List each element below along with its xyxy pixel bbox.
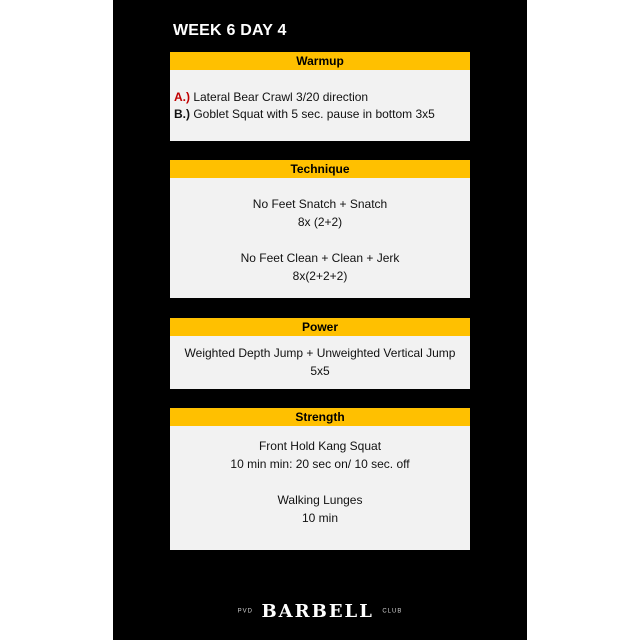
logo-suffix: CLUB xyxy=(382,608,403,615)
warmup-item-b xyxy=(174,106,470,123)
power-line-1: Weighted Depth Jump + Unweighted Vertical Jump xyxy=(184,346,456,360)
power-header: Power xyxy=(170,318,470,336)
logo-prefix: PVD xyxy=(237,608,254,615)
technique-body xyxy=(170,178,470,285)
power-body xyxy=(170,336,470,380)
warmup-header: Warmup xyxy=(170,52,470,70)
power-card xyxy=(170,318,470,389)
warmup-text-a: Lateral Bear Crawl 3/20 direction xyxy=(190,90,369,104)
technique-spacer xyxy=(170,231,470,249)
technique-card xyxy=(170,160,470,298)
page-title: WEEK 6 DAY 4 xyxy=(173,22,287,39)
strength-body xyxy=(170,426,470,527)
warmup-card xyxy=(170,52,470,141)
warmup-marker-a: A.) xyxy=(174,90,190,104)
strength-line-2: 10 min min: 20 sec on/ 10 sec. off xyxy=(230,457,410,471)
strength-card xyxy=(170,408,470,550)
warmup-marker-b: B.) xyxy=(174,107,190,121)
strength-spacer xyxy=(170,473,470,491)
technique-line-2: 8x (2+2) xyxy=(297,215,343,229)
brand-logo xyxy=(113,601,527,622)
technique-header: Technique xyxy=(170,160,470,178)
warmup-item-a xyxy=(174,89,470,106)
technique-line-4: 8x(2+2+2) xyxy=(292,269,348,283)
strength-line-3: Walking Lunges xyxy=(277,493,363,507)
strength-line-4: 10 min xyxy=(301,511,339,525)
strength-line-1: Front Hold Kang Squat xyxy=(258,439,382,453)
warmup-text-b: Goblet Squat with 5 sec. pause in bottom 3x5 xyxy=(190,107,435,121)
strength-header: Strength xyxy=(170,408,470,426)
power-line-2: 5x5 xyxy=(310,364,330,378)
technique-line-1: No Feet Snatch + Snatch xyxy=(252,197,388,211)
warmup-body xyxy=(170,70,470,123)
logo-wordmark: BARBELL xyxy=(261,601,374,622)
technique-line-3: No Feet Clean + Clean + Jerk xyxy=(240,251,400,265)
